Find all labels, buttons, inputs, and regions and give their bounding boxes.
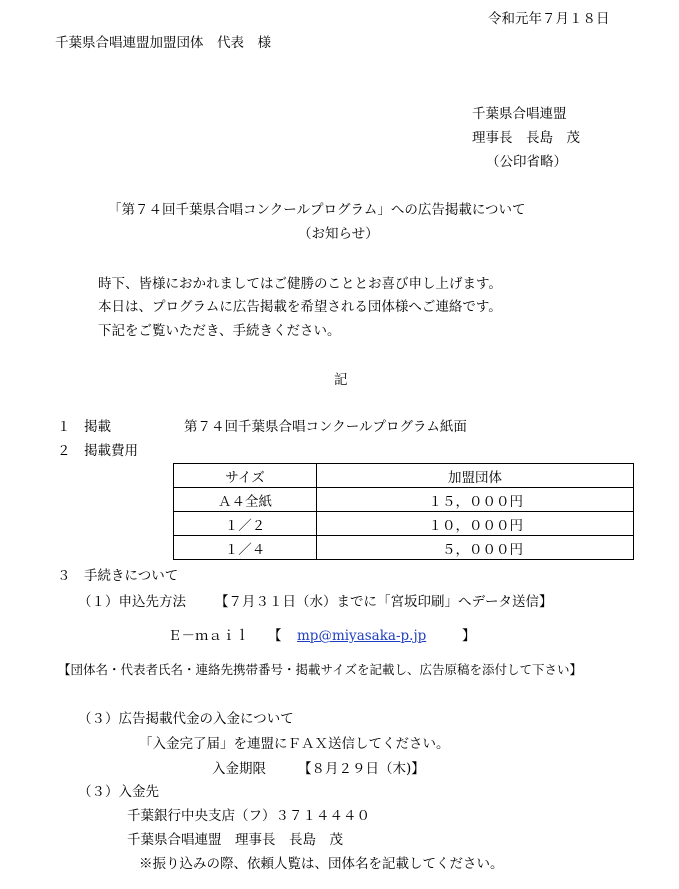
transfer-note: ※振り込みの際、依頼人覧は、団体名を記載してください。 — [139, 856, 504, 872]
item1-value: 第７４回千葉県合唱コンクールプログラム紙面 — [184, 419, 467, 435]
price-cell: １５，０００円 — [317, 488, 634, 512]
size-cell: １／４ — [174, 536, 317, 560]
price-cell: ５，０００円 — [317, 536, 634, 560]
bank-account-name: 千葉県合唱連盟 理事長 長島 茂 — [127, 832, 343, 848]
email-link[interactable]: mp@miyasaka-p.jp — [297, 628, 427, 644]
item1-number: １ — [57, 419, 71, 435]
payment-deadline: 【８月２９日（木)】 — [298, 761, 425, 777]
document-date: 令和元年７月１８日 — [488, 11, 610, 27]
payment-section-label: （３）広告掲載代金の入金について — [78, 711, 294, 727]
table-row — [174, 488, 634, 512]
seal-note: （公印省略） — [486, 154, 567, 170]
size-cell: Ａ４全紙 — [174, 488, 317, 512]
bank-account: 千葉銀行中央支店（フ）３７１４４４０ — [127, 808, 370, 824]
recipient: 千葉県合唱連盟加盟団体 代表 様 — [55, 35, 271, 51]
bank-section-label: （３）入金先 — [78, 784, 159, 800]
payment-fax-instruction: 「入金完了届」を連盟にＦＡＸ送信してください。 — [139, 736, 450, 752]
application-method-value: 【７月３１日（水）までに「宮坂印刷」へデータ送信】 — [215, 594, 553, 610]
email-bracket-open: 【 — [268, 628, 282, 644]
column-header-size: サイズ — [174, 464, 317, 488]
body-line-2: 本日は、プログラムに広告掲載を希望される団体様へご連絡です。 — [98, 299, 502, 315]
application-method-label: （１）申込先方法 — [78, 594, 186, 610]
table-row — [174, 512, 634, 536]
item1-label: 掲載 — [84, 419, 111, 435]
sender-chair: 理事長 長島 茂 — [472, 130, 580, 146]
price-cell: １０，０００円 — [317, 512, 634, 536]
email-label: Ｅ－ｍａｉｌ — [168, 628, 249, 644]
table-row — [174, 536, 634, 560]
body-line-1: 時下、皆様におかれましてはご健勝のこととお喜び申し上げます。 — [98, 276, 502, 292]
body-line-3: 下記をご覧いただき、手続きください。 — [98, 323, 341, 339]
attachment-note: 【団体名・代表者氏名・連絡先携帯番号・掲載サイズを記載し、広告原稿を添付して下さい】 — [58, 662, 583, 677]
item3-number: ３ — [57, 568, 71, 584]
sender-org: 千葉県合唱連盟 — [472, 106, 567, 122]
payment-deadline-label: 入金期限 — [212, 761, 266, 777]
fee-table — [173, 463, 634, 560]
item2-number: ２ — [57, 443, 71, 459]
size-cell: １／２ — [174, 512, 317, 536]
subject-title: 「第７４回千葉県合唱コンクールプログラム」への広告掲載について — [108, 202, 526, 218]
ki-heading: 記 — [334, 372, 348, 388]
email-bracket-close: 】 — [462, 628, 476, 644]
table-header-row — [174, 464, 634, 488]
subject-subtitle: （お知らせ） — [298, 226, 379, 242]
column-header-member: 加盟団体 — [317, 464, 634, 488]
item3-label: 手続きについて — [84, 568, 179, 584]
item2-label: 掲載費用 — [84, 443, 138, 459]
